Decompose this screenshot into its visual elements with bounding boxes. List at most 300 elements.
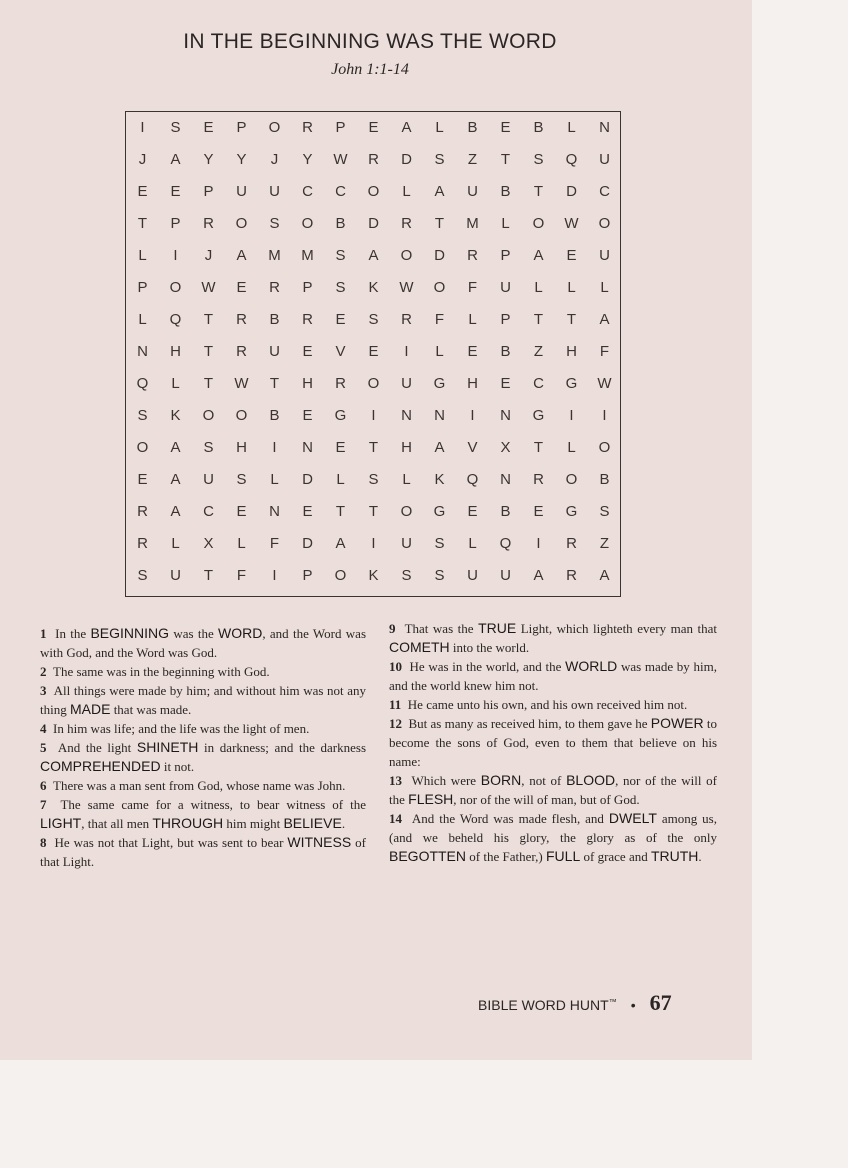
grid-letter[interactable]: E [368,119,379,136]
grid-letter[interactable]: T [434,215,445,232]
grid-letter[interactable]: O [202,407,215,424]
grid-letter[interactable]: R [335,375,346,392]
grid-letter[interactable]: I [272,439,277,456]
grid-letter[interactable]: T [500,151,511,168]
grid-letter[interactable]: A [401,119,412,136]
grid-letter[interactable]: G [565,375,578,392]
grid-letter[interactable]: N [401,407,412,424]
verse-text: that was made. [110,702,192,717]
verses-column-left [40,624,366,871]
grid-letter[interactable]: A [599,567,610,584]
grid-letter[interactable]: O [301,215,314,232]
grid-letter[interactable]: R [302,119,313,136]
grid-letter[interactable]: S [434,535,445,552]
grid-letter[interactable]: A [236,247,247,264]
grid-letter[interactable]: G [433,503,446,520]
verse-text: , that all men [81,816,153,831]
grid-letter[interactable]: O [598,439,611,456]
hidden-word: COMETH [389,639,450,655]
verse-number: 10 [389,659,402,674]
grid-letter[interactable]: A [368,247,379,264]
grid-letter[interactable]: D [566,183,577,200]
grid-letter[interactable]: S [335,279,346,296]
verse [40,719,366,738]
grid-letter[interactable]: U [401,535,412,552]
grid-letter[interactable]: P [302,279,313,296]
grid-letter[interactable]: R [533,471,544,488]
grid-letter[interactable]: J [270,151,279,168]
hidden-word: FLESH [408,791,454,807]
verse [389,619,717,657]
grid-letter[interactable]: P [302,567,313,584]
grid-letter[interactable]: I [404,343,409,360]
hidden-word: MADE [69,701,111,717]
grid-letter[interactable]: T [203,375,214,392]
grid-letter[interactable]: E [236,279,247,296]
grid-letter[interactable]: T [533,439,544,456]
grid-letter[interactable]: B [335,215,346,232]
grid-letter[interactable]: S [368,311,379,328]
grid-letter[interactable]: E [203,119,214,136]
grid-letter[interactable]: D [434,247,445,264]
verse-number: 1 [40,626,47,641]
grid-letter[interactable]: E [137,471,148,488]
grid-letter[interactable]: J [138,151,147,168]
verse [40,833,366,871]
grid-letter[interactable]: E [467,343,478,360]
grid-letter[interactable]: N [302,439,313,456]
trademark-symbol: ™ [608,997,617,1007]
grid-letter[interactable]: R [401,215,412,232]
scripture-reference: John 1:1-14 [331,61,409,78]
hidden-word: COMPREHENDED [40,758,161,774]
grid-letter[interactable]: S [434,151,445,168]
grid-letter[interactable]: R [269,279,280,296]
hidden-word: BEGOTTEN [389,848,467,864]
verse-text: There was a man sent from God, whose name was John. [53,778,346,793]
hidden-word: THROUGH [152,815,224,831]
grid-letter[interactable]: K [368,567,379,584]
grid-letter[interactable]: B [500,183,511,200]
grid-letter[interactable]: O [598,215,611,232]
grid-letter[interactable]: Y [236,151,247,168]
grid-letter[interactable]: E [137,183,148,200]
grid-letter[interactable]: N [137,343,148,360]
grid-letter[interactable]: G [433,375,446,392]
verse-number: 11 [389,697,402,712]
grid-letter[interactable]: D [368,215,379,232]
verse-number: 7 [40,797,47,812]
grid-letter[interactable]: I [173,247,178,264]
grid-letter[interactable]: B [599,471,610,488]
grid-letter[interactable]: O [532,215,545,232]
grid-letter[interactable]: L [600,279,609,296]
grid-letter[interactable]: S [401,567,412,584]
verse [40,776,366,795]
grid-letter[interactable]: P [500,311,511,328]
grid-letter[interactable]: W [333,151,348,168]
verse [40,795,366,833]
grid-letter[interactable]: E [500,375,511,392]
verse-text: That was the [404,621,479,636]
grid-letter[interactable]: F [434,311,445,328]
hidden-word: BORN [480,772,522,788]
hidden-word: TRUE [478,620,517,636]
grid-letter[interactable]: N [269,503,280,520]
verse-text: of the Father,) [466,849,546,864]
grid-letter[interactable]: I [470,407,475,424]
grid-letter[interactable]: T [269,375,280,392]
grid-letter[interactable]: W [564,215,579,232]
verse-text: was made by him, and the world knew him not. [389,659,718,693]
grid-letter[interactable]: A [599,311,610,328]
grid-letter[interactable]: U [500,567,511,584]
word-search-grid[interactable] [125,111,621,597]
verse-text: Which were [411,773,481,788]
grid-letter[interactable]: J [204,247,213,264]
grid-letter[interactable]: Q [169,311,182,328]
grid-letter[interactable]: D [302,471,313,488]
verse-text: He came unto his own, and his own received him not. [407,697,688,712]
grid-letter[interactable]: L [138,247,147,264]
grid-letter[interactable]: E [566,247,577,264]
grid-letter[interactable]: S [434,567,445,584]
verse-text: was the [169,626,219,641]
verse [40,662,366,681]
grid-letter[interactable]: B [500,503,511,520]
grid-letter[interactable]: A [170,151,181,168]
grid-letter[interactable]: L [435,119,444,136]
grid-letter[interactable]: Q [565,151,578,168]
verse [389,809,717,866]
grid-letter[interactable]: W [234,375,249,392]
grid-letter[interactable]: L [435,343,444,360]
grid-letter[interactable]: W [597,375,612,392]
grid-letter[interactable]: S [368,471,379,488]
grid-letter[interactable]: T [368,503,379,520]
verse-text: him might [223,816,284,831]
grid-letter[interactable]: P [236,119,247,136]
grid-letter[interactable]: E [302,407,313,424]
grid-letter[interactable]: S [203,439,214,456]
page-footer [478,990,672,1016]
grid-letter[interactable]: Y [302,151,313,168]
grid-letter[interactable]: L [402,183,411,200]
grid-letter[interactable]: O [169,279,182,296]
grid-letter[interactable]: E [302,343,313,360]
grid-letter[interactable]: D [302,535,313,552]
grid-letter[interactable]: K [368,279,379,296]
grid-letter[interactable]: U [236,183,247,200]
grid-letter[interactable]: E [170,183,181,200]
grid-letter[interactable]: A [434,183,445,200]
grid-letter[interactable]: T [203,567,214,584]
hidden-word: TRUTH [650,848,699,864]
grid-letter[interactable]: O [136,439,149,456]
verse-text: into the world. [449,640,530,655]
grid-letter[interactable]: S [137,567,148,584]
grid-letter[interactable]: R [566,535,577,552]
grid-letter[interactable]: Z [467,151,478,168]
verse-text: In the [55,626,91,641]
grid-letter[interactable]: E [368,343,379,360]
verse-text: , not of [521,773,567,788]
verse [40,738,366,776]
grid-letter[interactable]: P [500,247,511,264]
grid-letter[interactable]: N [434,407,445,424]
grid-letter[interactable]: E [335,311,346,328]
grid-letter[interactable]: T [368,439,379,456]
grid-letter[interactable]: E [533,503,544,520]
grid-letter[interactable]: S [236,471,247,488]
grid-letter[interactable]: T [533,183,544,200]
grid-letter[interactable]: K [170,407,181,424]
grid-letter[interactable]: A [335,535,346,552]
verse-number: 6 [40,778,47,793]
grid-letter[interactable]: G [334,407,347,424]
grid-letter[interactable]: I [371,535,376,552]
grid-letter[interactable]: L [402,471,411,488]
hidden-word: FULL [546,848,581,864]
grid-letter[interactable]: B [467,119,478,136]
grid-letter[interactable]: R [236,311,247,328]
grid-letter[interactable]: N [599,119,610,136]
verse-text: , and the Word was with God, and the Word was God. [40,626,367,660]
grid-letter[interactable]: A [533,567,544,584]
grid-letter[interactable]: L [567,279,576,296]
verse-text: He was not that Light, but was sent to bear [54,835,288,850]
grid-letter[interactable]: G [565,503,578,520]
grid-letter[interactable]: L [534,279,543,296]
verse-text: The same was in the beginning with God. [53,664,270,679]
grid-letter[interactable]: Q [136,375,149,392]
grid-letter[interactable]: R [467,247,478,264]
grid-letter[interactable]: U [269,343,280,360]
verse [40,681,366,719]
grid-letter[interactable]: R [137,503,148,520]
verse-text: He was in the world, and the [409,659,566,674]
grid-letter[interactable]: N [500,407,511,424]
grid-letter[interactable]: R [236,343,247,360]
grid-letter[interactable]: A [434,439,445,456]
grid-letter[interactable]: K [434,471,445,488]
grid-letter[interactable]: I [569,407,574,424]
grid-letter[interactable]: F [236,567,247,584]
grid-letter[interactable]: S [599,503,610,520]
grid-letter[interactable]: M [301,247,314,264]
book-title: BIBLE WORD HUNT [478,997,609,1013]
grid-letter[interactable]: Y [203,151,214,168]
verse-text: And the light [57,740,137,755]
grid-letter[interactable]: F [467,279,478,296]
grid-letter[interactable]: S [335,247,346,264]
grid-letter[interactable]: D [401,151,412,168]
page-number: 67 [649,990,672,1015]
grid-letter[interactable]: R [203,215,214,232]
verse-text: of that Light. [40,835,366,869]
grid-letter[interactable]: C [302,183,313,200]
verse-text: among us, (and we beheld his glory, the glory as of the only [389,811,717,845]
grid-letter[interactable]: M [466,215,479,232]
verse-number: 9 [389,621,396,636]
grid-letter[interactable]: E [467,503,478,520]
grid-letter[interactable]: U [599,151,610,168]
grid-letter[interactable]: T [533,311,544,328]
grid-letter[interactable]: H [401,439,412,456]
grid-letter[interactable]: U [170,567,181,584]
grid-letter[interactable]: A [170,503,181,520]
verse-text: in darkness; and the darkness [198,740,367,755]
grid-letter[interactable]: L [567,439,576,456]
grid-letter[interactable]: L [270,471,279,488]
verse-text: But as many as received him, to them gave he [408,716,651,731]
verse-text: . [698,849,702,864]
grid-letter[interactable]: U [269,183,280,200]
grid-letter[interactable]: P [170,215,181,232]
grid-letter[interactable]: O [433,279,446,296]
grid-letter[interactable]: O [400,503,413,520]
hidden-word: WORLD [565,658,618,674]
grid-letter[interactable]: O [565,471,578,488]
grid-letter[interactable]: B [500,343,511,360]
grid-letter[interactable]: S [170,119,181,136]
verse-text: to become the sons of God, even to them that believe on his name: [389,716,717,769]
verse [389,771,717,809]
grid-letter[interactable]: H [302,375,313,392]
grid-letter[interactable]: R [401,311,412,328]
grid-letter[interactable]: T [137,215,148,232]
grid-letter[interactable]: S [269,215,280,232]
grid-letter[interactable]: I [140,119,145,136]
hidden-word: BELIEVE [283,815,342,831]
grid-letter[interactable]: I [371,407,376,424]
grid-letter[interactable]: T [335,503,346,520]
grid-letter[interactable]: N [500,471,511,488]
grid-letter[interactable]: O [400,247,413,264]
verse-number: 12 [389,716,402,731]
grid-letter[interactable]: H [170,343,181,360]
grid-letter[interactable]: L [336,471,345,488]
grid-letter[interactable]: V [467,439,478,456]
grid-letter[interactable]: R [368,151,379,168]
grid-letter[interactable]: P [203,183,214,200]
grid-letter[interactable]: Q [499,535,512,552]
grid-letter[interactable]: U [467,183,478,200]
grid-letter[interactable]: L [468,535,477,552]
grid-letter[interactable]: C [335,183,346,200]
grid-letter[interactable]: L [171,535,180,552]
grid-letter[interactable]: E [500,119,511,136]
grid-letter[interactable]: U [467,567,478,584]
grid-letter[interactable]: L [468,311,477,328]
grid-letter[interactable]: Q [466,471,479,488]
grid-letter[interactable]: L [501,215,510,232]
grid-letter[interactable]: O [235,215,248,232]
grid-letter[interactable]: T [566,311,577,328]
grid-letter[interactable]: E [302,503,313,520]
grid-letter[interactable]: A [533,247,544,264]
grid-letter[interactable]: V [335,343,346,360]
grid-letter[interactable]: O [334,567,347,584]
grid-letter[interactable]: L [567,119,576,136]
grid-letter[interactable]: C [533,375,544,392]
grid-letter[interactable]: L [171,375,180,392]
grid-letter[interactable]: T [203,343,214,360]
grid-letter[interactable]: R [566,567,577,584]
verse-text: Light, which lighteth every man that [516,621,718,636]
page-title: IN THE BEGINNING WAS THE WORD [183,30,557,53]
grid-letter[interactable]: I [272,567,277,584]
grid-letter[interactable]: F [269,535,280,552]
footer-bullet: • [630,997,636,1013]
grid-letter[interactable]: G [532,407,545,424]
grid-letter[interactable]: O [235,407,248,424]
grid-letter[interactable]: E [236,503,247,520]
verse-number: 4 [40,721,47,736]
grid-letter[interactable]: W [201,279,216,296]
grid-letter[interactable]: I [602,407,607,424]
grid-letter[interactable]: A [170,471,181,488]
grid-letter[interactable]: E [335,439,346,456]
verse-number: 5 [40,740,47,755]
grid-letter[interactable]: H [566,343,577,360]
verse-text: . [341,816,346,831]
grid-letter[interactable]: U [500,279,511,296]
verse-text: , nor of the will of the [389,773,718,807]
grid-letter[interactable]: R [137,535,148,552]
verse-number: 3 [40,683,47,698]
grid-letter[interactable]: C [599,183,610,200]
grid-letter[interactable]: P [137,279,148,296]
grid-letter[interactable]: B [269,311,280,328]
grid-letter[interactable]: A [170,439,181,456]
grid-letter[interactable]: B [269,407,280,424]
grid-letter[interactable]: H [467,375,478,392]
grid-letter[interactable]: O [367,183,380,200]
grid-letter[interactable]: U [401,375,412,392]
grid-letter[interactable]: L [237,535,246,552]
grid-letter[interactable]: P [335,119,346,136]
verse-number: 2 [40,664,47,679]
grid-letter[interactable]: Z [533,343,544,360]
grid-letter[interactable]: X [500,439,511,456]
verse [389,695,717,714]
grid-letter[interactable]: U [599,247,610,264]
grid-letter[interactable]: B [533,119,544,136]
grid-letter[interactable]: C [203,503,214,520]
grid-letter[interactable]: Z [599,535,610,552]
hidden-word: WORD [218,625,263,641]
grid-letter[interactable]: H [236,439,247,456]
verse-number: 13 [389,773,402,788]
grid-letter[interactable]: F [599,343,610,360]
hidden-word: BEGINNING [90,625,170,641]
grid-letter[interactable]: W [399,279,414,296]
grid-letter[interactable]: M [268,247,281,264]
grid-letter[interactable]: O [268,119,281,136]
grid-letter[interactable]: R [302,311,313,328]
grid-letter[interactable]: O [367,375,380,392]
grid-letter[interactable]: T [203,311,214,328]
verse-number: 14 [389,811,402,826]
hidden-word: POWER [650,715,704,731]
grid-letter[interactable]: U [203,471,214,488]
grid-letter[interactable]: L [138,311,147,328]
grid-letter[interactable]: I [536,535,541,552]
grid-letter[interactable]: S [137,407,148,424]
grid-letter[interactable]: S [533,151,544,168]
grid-letter[interactable]: X [203,535,214,552]
